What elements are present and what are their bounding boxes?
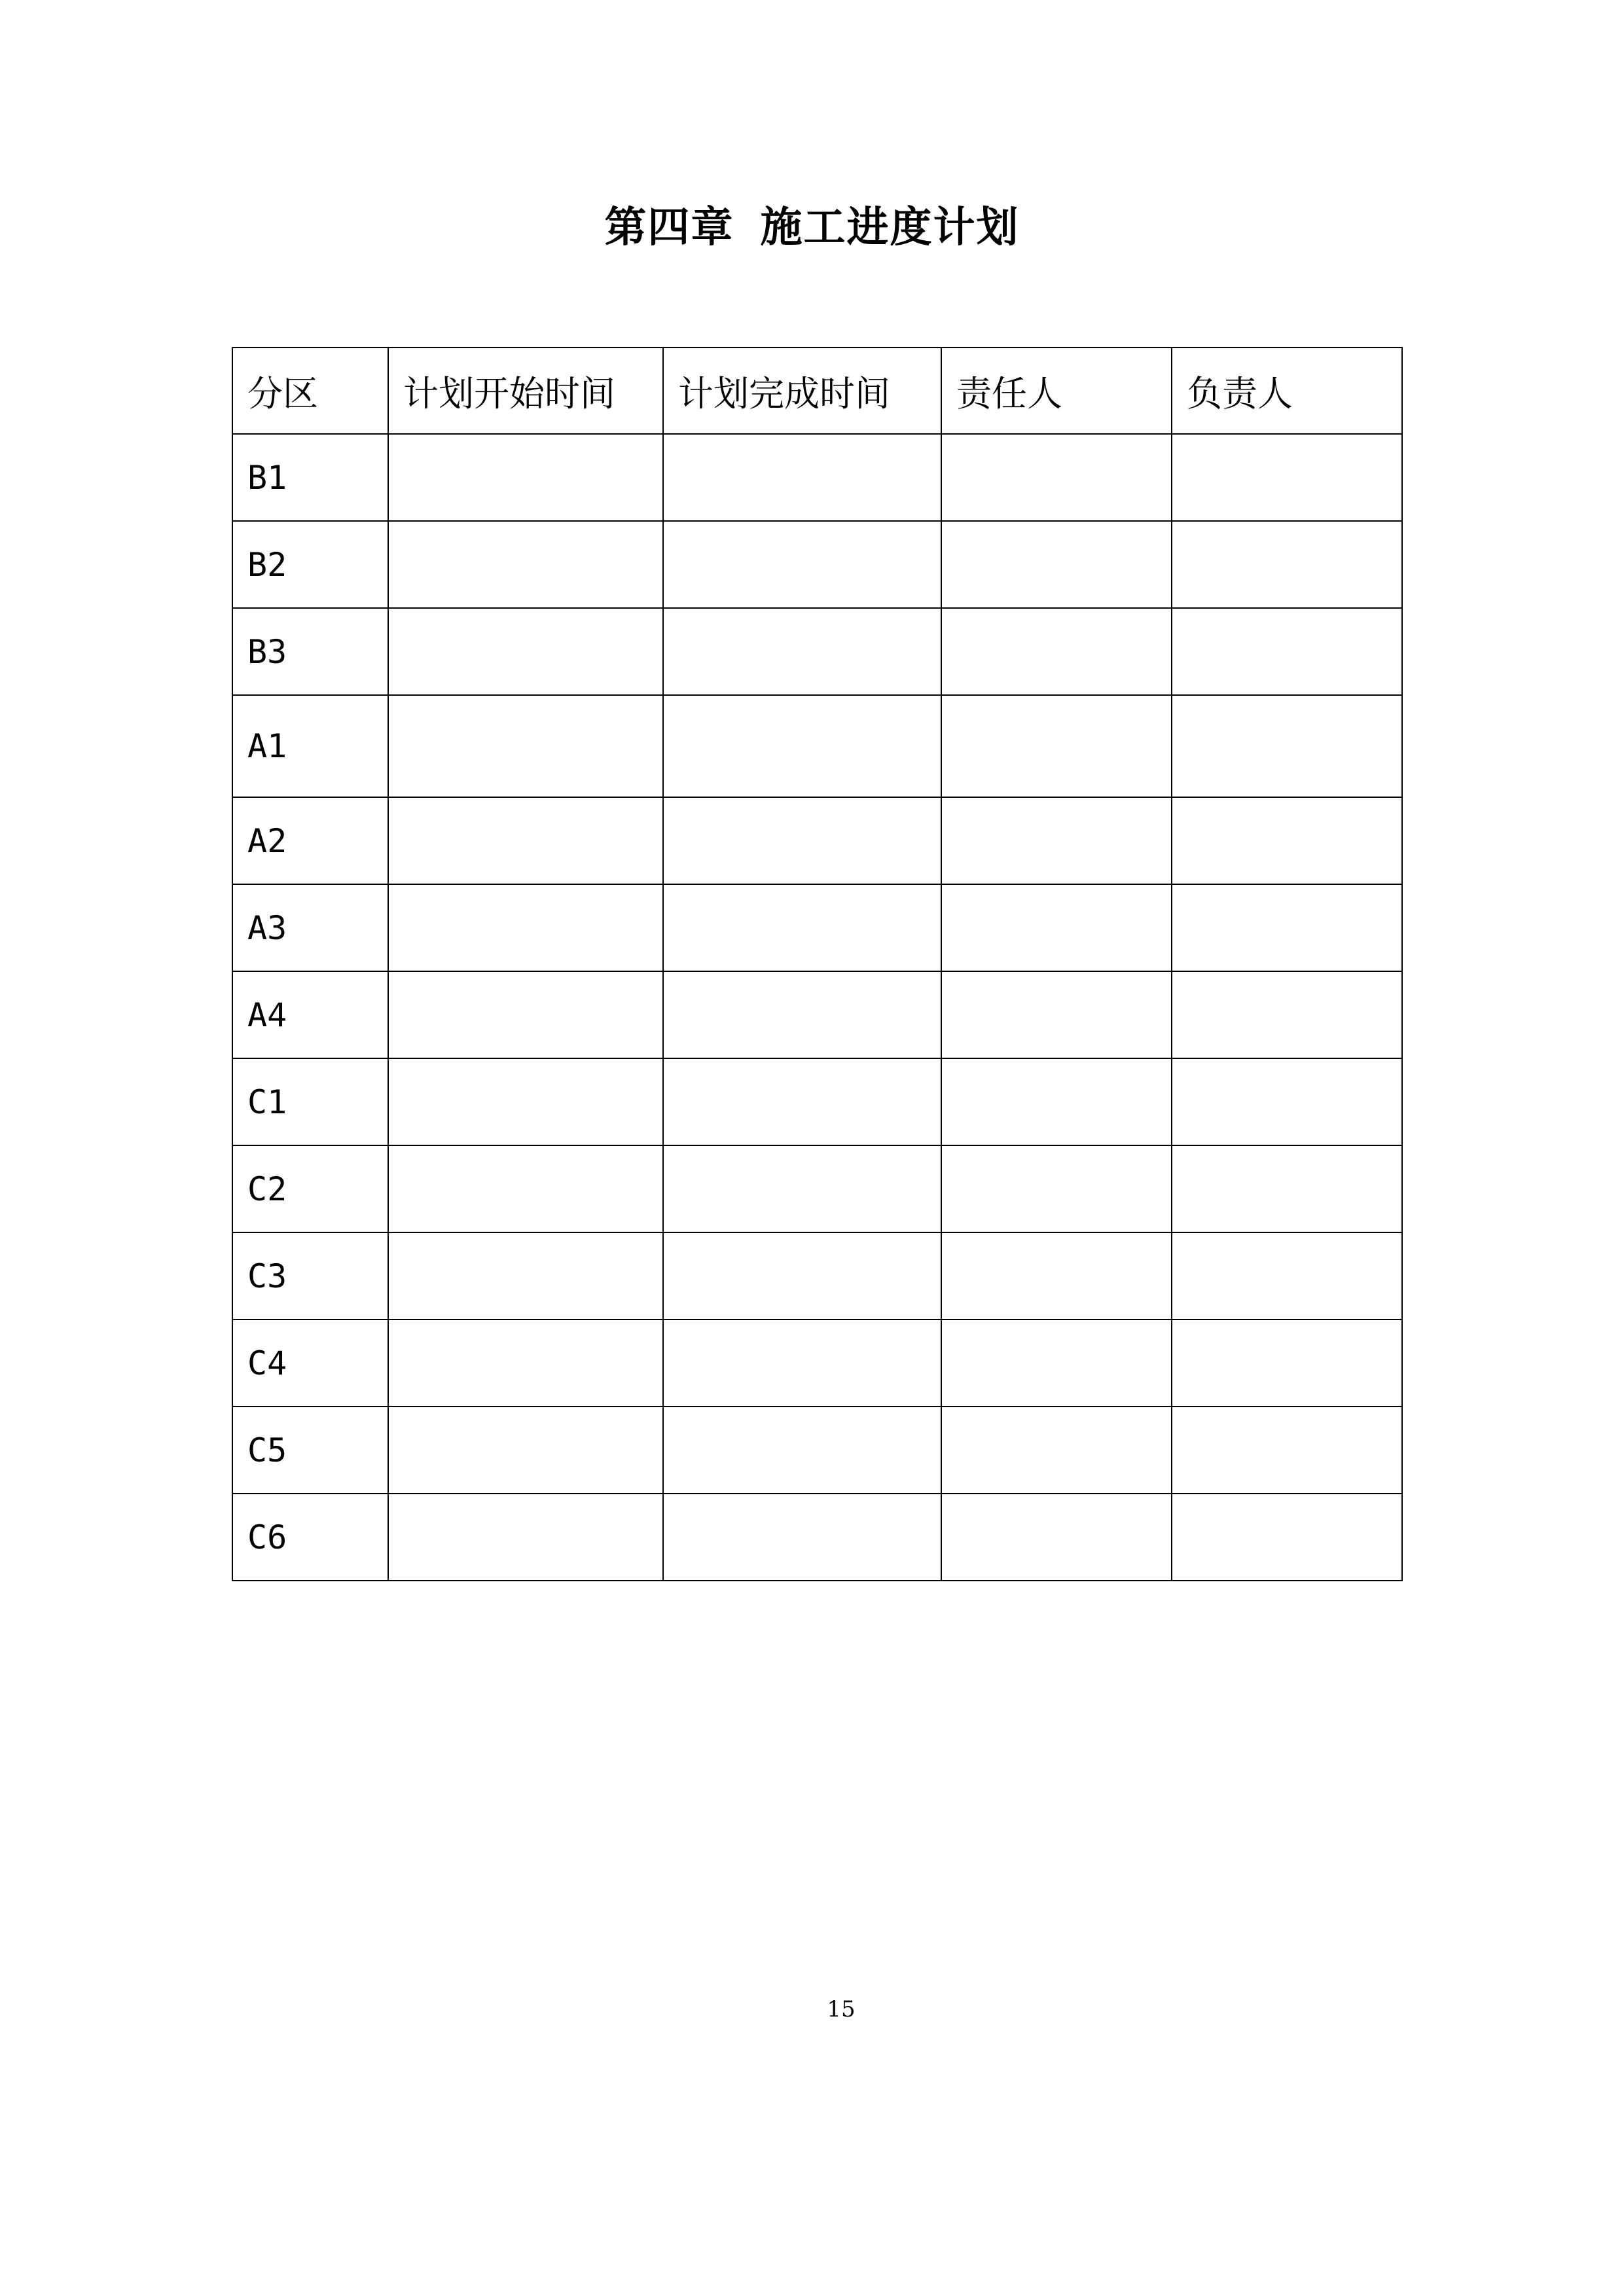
responsible-cell	[941, 1494, 1172, 1581]
header-owner: 负责人	[1172, 348, 1402, 434]
responsible-cell	[941, 521, 1172, 608]
planned-finish-cell	[663, 1319, 941, 1407]
table-row	[232, 608, 1402, 695]
planned-start-cell	[388, 608, 663, 695]
zone-cell: A2	[232, 797, 388, 884]
zone-cell: B1	[232, 434, 388, 521]
planned-finish-cell	[663, 1232, 941, 1319]
owner-cell	[1172, 521, 1402, 608]
owner-cell	[1172, 1407, 1402, 1494]
table-row	[232, 884, 1402, 971]
zone-cell: B2	[232, 521, 388, 608]
table-row	[232, 1232, 1402, 1319]
planned-start-cell	[388, 521, 663, 608]
chapter-title	[0, 195, 1624, 260]
zone-cell: A4	[232, 971, 388, 1058]
table-row	[232, 1058, 1402, 1145]
header-planned-finish: 计划完成时间	[663, 348, 941, 434]
responsible-cell	[941, 1232, 1172, 1319]
responsible-cell	[941, 884, 1172, 971]
responsible-cell	[941, 971, 1172, 1058]
zone-cell: C3	[232, 1232, 388, 1319]
planned-finish-cell	[663, 884, 941, 971]
table-row	[232, 695, 1402, 797]
header-planned-start: 计划开始时间	[388, 348, 663, 434]
zone-cell: C5	[232, 1407, 388, 1494]
responsible-cell	[941, 434, 1172, 521]
planned-start-cell	[388, 1407, 663, 1494]
chapter-number: 第四章	[604, 204, 734, 252]
zone-cell: A3	[232, 884, 388, 971]
table-row	[232, 971, 1402, 1058]
zone-cell: C6	[232, 1494, 388, 1581]
planned-finish-cell	[663, 521, 941, 608]
planned-finish-cell	[663, 434, 941, 521]
owner-cell	[1172, 1494, 1402, 1581]
table-row	[232, 434, 1402, 521]
responsible-cell	[941, 1407, 1172, 1494]
owner-cell	[1172, 434, 1402, 521]
planned-finish-cell	[663, 1407, 941, 1494]
owner-cell	[1172, 797, 1402, 884]
table-row	[232, 1494, 1402, 1581]
planned-start-cell	[388, 797, 663, 884]
table-row	[232, 797, 1402, 884]
planned-finish-cell	[663, 1494, 941, 1581]
planned-start-cell	[388, 695, 663, 797]
planned-finish-cell	[663, 797, 941, 884]
owner-cell	[1172, 884, 1402, 971]
owner-cell	[1172, 1319, 1402, 1407]
responsible-cell	[941, 1319, 1172, 1407]
table-body	[232, 434, 1402, 1581]
responsible-cell	[941, 1058, 1172, 1145]
responsible-cell	[941, 797, 1172, 884]
responsible-cell	[941, 695, 1172, 797]
chapter-heading: 施工进度计划	[760, 204, 1020, 252]
planned-start-cell	[388, 434, 663, 521]
zone-cell: C1	[232, 1058, 388, 1145]
responsible-cell	[941, 608, 1172, 695]
header-zone: 分区	[232, 348, 388, 434]
planned-finish-cell	[663, 1145, 941, 1232]
owner-cell	[1172, 1232, 1402, 1319]
table-row	[232, 521, 1402, 608]
zone-cell: C4	[232, 1319, 388, 1407]
construction-schedule-table	[232, 347, 1403, 1581]
responsible-cell	[941, 1145, 1172, 1232]
planned-finish-cell	[663, 608, 941, 695]
table-row	[232, 1145, 1402, 1232]
owner-cell	[1172, 1145, 1402, 1232]
page-number: 15	[827, 1996, 856, 2022]
planned-finish-cell	[663, 971, 941, 1058]
owner-cell	[1172, 695, 1402, 797]
zone-cell: A1	[232, 695, 388, 797]
planned-start-cell	[388, 1319, 663, 1407]
planned-start-cell	[388, 971, 663, 1058]
planned-start-cell	[388, 1145, 663, 1232]
table-row	[232, 1319, 1402, 1407]
owner-cell	[1172, 608, 1402, 695]
planned-finish-cell	[663, 1058, 941, 1145]
owner-cell	[1172, 971, 1402, 1058]
planned-start-cell	[388, 1232, 663, 1319]
zone-cell: C2	[232, 1145, 388, 1232]
zone-cell: B3	[232, 608, 388, 695]
planned-start-cell	[388, 1494, 663, 1581]
planned-finish-cell	[663, 695, 941, 797]
planned-start-cell	[388, 884, 663, 971]
planned-start-cell	[388, 1058, 663, 1145]
table-row	[232, 1407, 1402, 1494]
owner-cell	[1172, 1058, 1402, 1145]
table-header-row	[232, 348, 1402, 434]
header-responsible: 责任人	[941, 348, 1172, 434]
